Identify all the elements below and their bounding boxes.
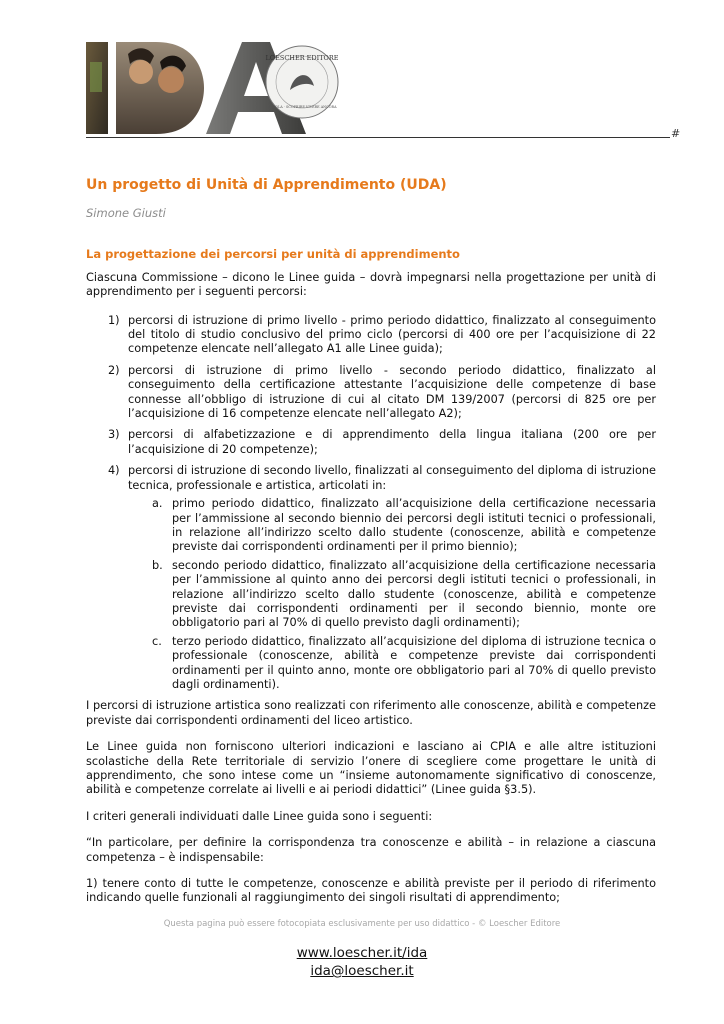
sublist-item-text: secondo periodo didattico, finalizzato all’acquisizione della certificazione necessaria per l’ammissione al quinto anno dei percorsi degli istituti tecnici o professionali, in relazione all’indirizzo scelto dallo studente (conoscenze, abilità e competenze previste dai corrispondenti ordinamenti per il secondo biennio, monte ore obbligatorio pari al 70% di quello previsto dagli ordinamenti);: [172, 558, 656, 630]
ida-logo-banner: [86, 42, 342, 134]
footer-copyright-note: Questa pagina può essere fotocopiata esclusivamente per uso didattico - © Loescher Editore: [163, 919, 561, 929]
section-heading: La progettazione dei percorsi per unità di apprendimento: [86, 247, 460, 262]
sublist-item: [128, 559, 656, 631]
intro-paragraph: Ciascuna Commissione – dicono le Linee guida – dovrà impegnarsi nella progettazione per unità di apprendimento per i seguenti percorsi:: [86, 270, 656, 299]
paragraph-artistic: I percorsi di istruzione artistica sono realizzati con riferimento alle conoscenze, abilità e competenze previste dai corrispondenti ordinamenti del liceo artistico.: [86, 699, 656, 727]
seal-motto-text: SCUOLA · SCOPRIRE VIVERE ANCORA: [267, 105, 337, 109]
sublist-item-text: terzo periodo didattico, finalizzato all’acquisizione del diploma di istruzione tecnica o professionale (conoscenze, abilità e competenze previste dai corrispondenti ordinamenti per il quinto anno, monte ore obbligatorio pari al 70% di quello previsto dagli ordinamenti).: [172, 634, 656, 691]
sublist-item-letter: a.: [152, 497, 163, 511]
paragraph-criteria: I criteri generali individuati dalle Linee guida sono i seguenti:: [86, 809, 433, 823]
list-item: [86, 428, 656, 457]
email-link[interactable]: ida@loescher.it: [310, 963, 414, 979]
paragraph-quote: “In particolare, per definire la corrispondenza tra conoscenze e abilità – in relazione a ciascuna competenza – è indispensabile:: [86, 836, 656, 864]
sublist-item-text: primo periodo didattico, finalizzato all’acquisizione della certificazione necessaria per l’ammissione al secondo biennio dei percorsi degli istituti tecnici o professionali, in relazione all’indirizzo scelto dallo studente (conoscenze, abilità e competenze previste dai corrispondenti ordinamenti per il primo biennio);: [172, 497, 656, 554]
paragraph-point-1: 1) tenere conto di tutte le competenze, conoscenze e abilità previste per il periodo di riferimento indicando quelle funzionali al raggiungimento dei singoli risultati di apprendimento;: [86, 877, 656, 905]
course-list: [86, 314, 656, 693]
list-item: [86, 464, 656, 692]
document-body: [86, 176, 656, 906]
paragraph-guidelines: Le Linee guida non forniscono ulteriori indicazioni e lasciano ai CPIA e alle altre istituzioni scolastiche della Rete territoriale di servizio l’onere di scegliere come progettare le unità di apprendimento, che sono intese come un “insieme autonomamente significativo di conoscenze, abilità e competenze correlate ai livelli e ai periodi didattici” (Linee guida §3.5).: [86, 740, 656, 797]
list-item-text: percorsi di istruzione di secondo livello, finalizzati al conseguimento del diploma di istruzione tecnica, professionale e artistica, articolati in:: [128, 464, 656, 492]
list-item-text: percorsi di istruzione di primo livello - secondo periodo didattico, finalizzato al conseguimento della certificazione attestante l’acquisizione delle competenze di base connesse all’obbligo di istruzione di cui al citato DM 139/2007 (percorsi di 825 ore per l’acquisizione di 16 competenze elencate nell’allegato A2);: [128, 363, 656, 421]
list-item-text: percorsi di alfabetizzazione e di apprendimento della lingua italiana (200 ore per l’acquisizione di 20 competenze);: [128, 428, 656, 456]
sublist-item-letter: b.: [152, 558, 163, 572]
sublist-item: [128, 497, 656, 555]
document-author: Simone Giusti: [86, 206, 166, 220]
list-item-number: 1): [108, 313, 120, 327]
seal-publisher-text: LOESCHER EDITORE: [265, 54, 339, 62]
page-header: [86, 40, 676, 140]
list-item-number: 3): [108, 428, 120, 442]
list-item-text: percorsi di istruzione di primo livello - primo periodo didattico, finalizzato al conseguimento del titolo di studio conclusivo del primo ciclo (percorsi di 400 ore per l’acquisizione di 22 competenze elencate nell’allegato A1 alle Linee guida);: [128, 313, 656, 356]
page-marker: #: [671, 127, 681, 140]
list-item: [86, 364, 656, 422]
document-title: Un progetto di Unità di Apprendimento (UDA): [86, 177, 447, 193]
list-item-number: 2): [108, 363, 120, 377]
list-item: [86, 314, 656, 357]
sublist: [128, 497, 656, 692]
website-link[interactable]: www.loescher.it/ida: [296, 945, 428, 961]
list-item-number: 4): [108, 464, 120, 478]
header-rule: [86, 137, 670, 138]
sublist-item-letter: c.: [152, 634, 162, 648]
footer-links: [0, 944, 724, 980]
sublist-item: [128, 635, 656, 693]
